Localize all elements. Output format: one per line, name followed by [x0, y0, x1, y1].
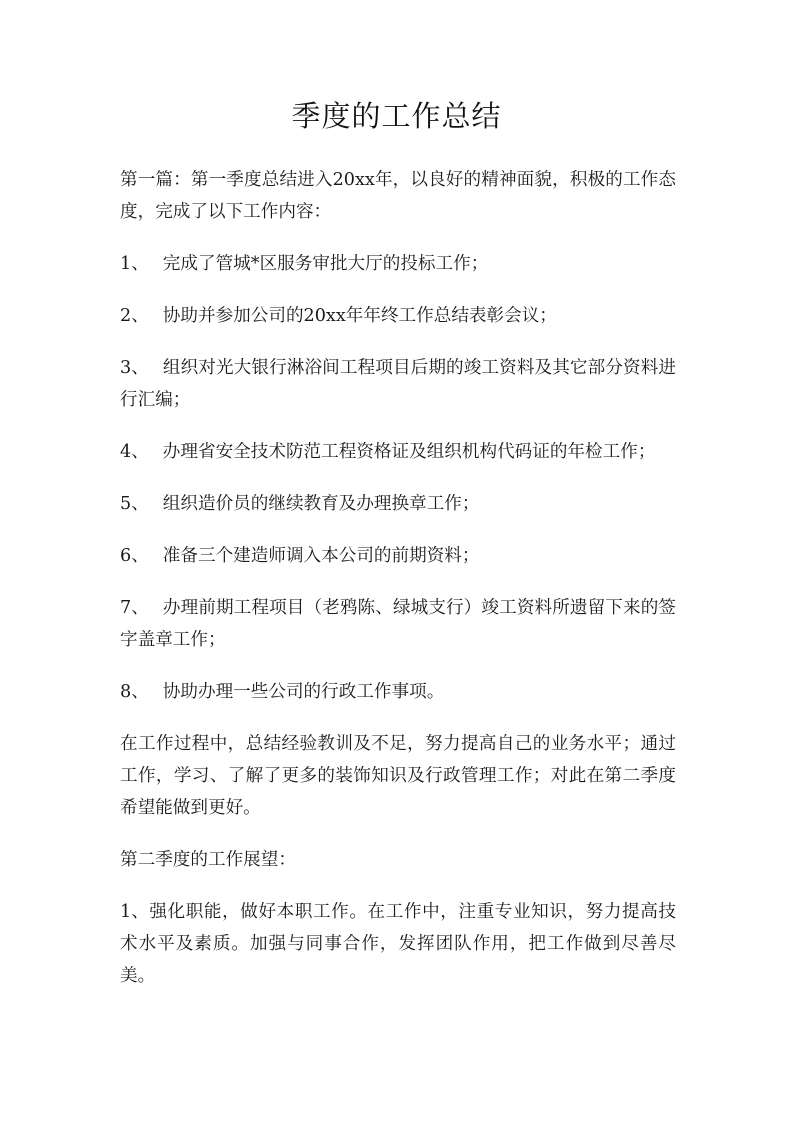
list-item-text: 完成了管城*区服务审批大厅的投标工作；: [162, 254, 489, 274]
list-item-number: 2、: [120, 306, 149, 326]
reflection-paragraph: 在工作过程中，总结经验教训及不足，努力提高自己的业务水平；通过工作，学习、了解了更多的装饰知识及行政管理工作；对此在第二季度希望能做到更好。: [120, 734, 676, 818]
list-item: [120, 676, 676, 708]
list-item-number: 7、: [120, 598, 149, 618]
list-item-text: 组织对光大银行淋浴间工程项目后期的竣工资料及其它部分资料进行汇编；: [120, 358, 676, 410]
list-item: [120, 540, 676, 572]
list-item: [120, 488, 676, 520]
list-item-number: 1、: [120, 254, 149, 274]
list-item-text: 协助并参加公司的20xx年年终工作总结表彰会议；: [162, 306, 557, 326]
list-item-number: 3、: [120, 358, 149, 378]
intro-paragraph: 第一篇：第一季度总结进入20xx年，以良好的精神面貌，积极的工作态度，完成了以下工作内容：: [120, 170, 676, 222]
list-item: [120, 592, 676, 656]
outlook-item: [120, 896, 676, 992]
list-item-number: 5、: [120, 494, 149, 514]
list-item: [120, 352, 676, 416]
list-item: [120, 248, 676, 280]
outlook-item-number: 1、: [120, 902, 149, 922]
list-item-number: 4、: [120, 442, 149, 462]
outlook-heading: 第二季度的工作展望：: [120, 850, 296, 870]
list-item-number: 8、: [120, 682, 149, 702]
list-item-number: 6、: [120, 546, 149, 566]
document-body: [120, 164, 676, 1012]
list-item-text: 组织造价员的继续教育及办理换章工作；: [162, 494, 480, 514]
document-title: 季度的工作总结: [291, 99, 502, 133]
list-item: [120, 436, 676, 468]
list-item-text: 办理省安全技术防范工程资格证及组织机构代码证的年检工作；: [162, 442, 656, 462]
list-item-text: 协助办理一些公司的行政工作事项。: [162, 682, 445, 702]
outlook-item-text: 强化职能，做好本职工作。在工作中，注重专业知识，努力提高技术水平及素质。加强与同事合作，发挥团队作用，把工作做到尽善尽美。: [120, 902, 676, 986]
list-item-text: 准备三个建造师调入本公司的前期资料；: [162, 546, 480, 566]
list-item: [120, 300, 676, 332]
list-item-text: 办理前期工程项目（老鸦陈、绿城支行）竣工资料所遗留下来的签字盖章工作；: [120, 598, 676, 650]
